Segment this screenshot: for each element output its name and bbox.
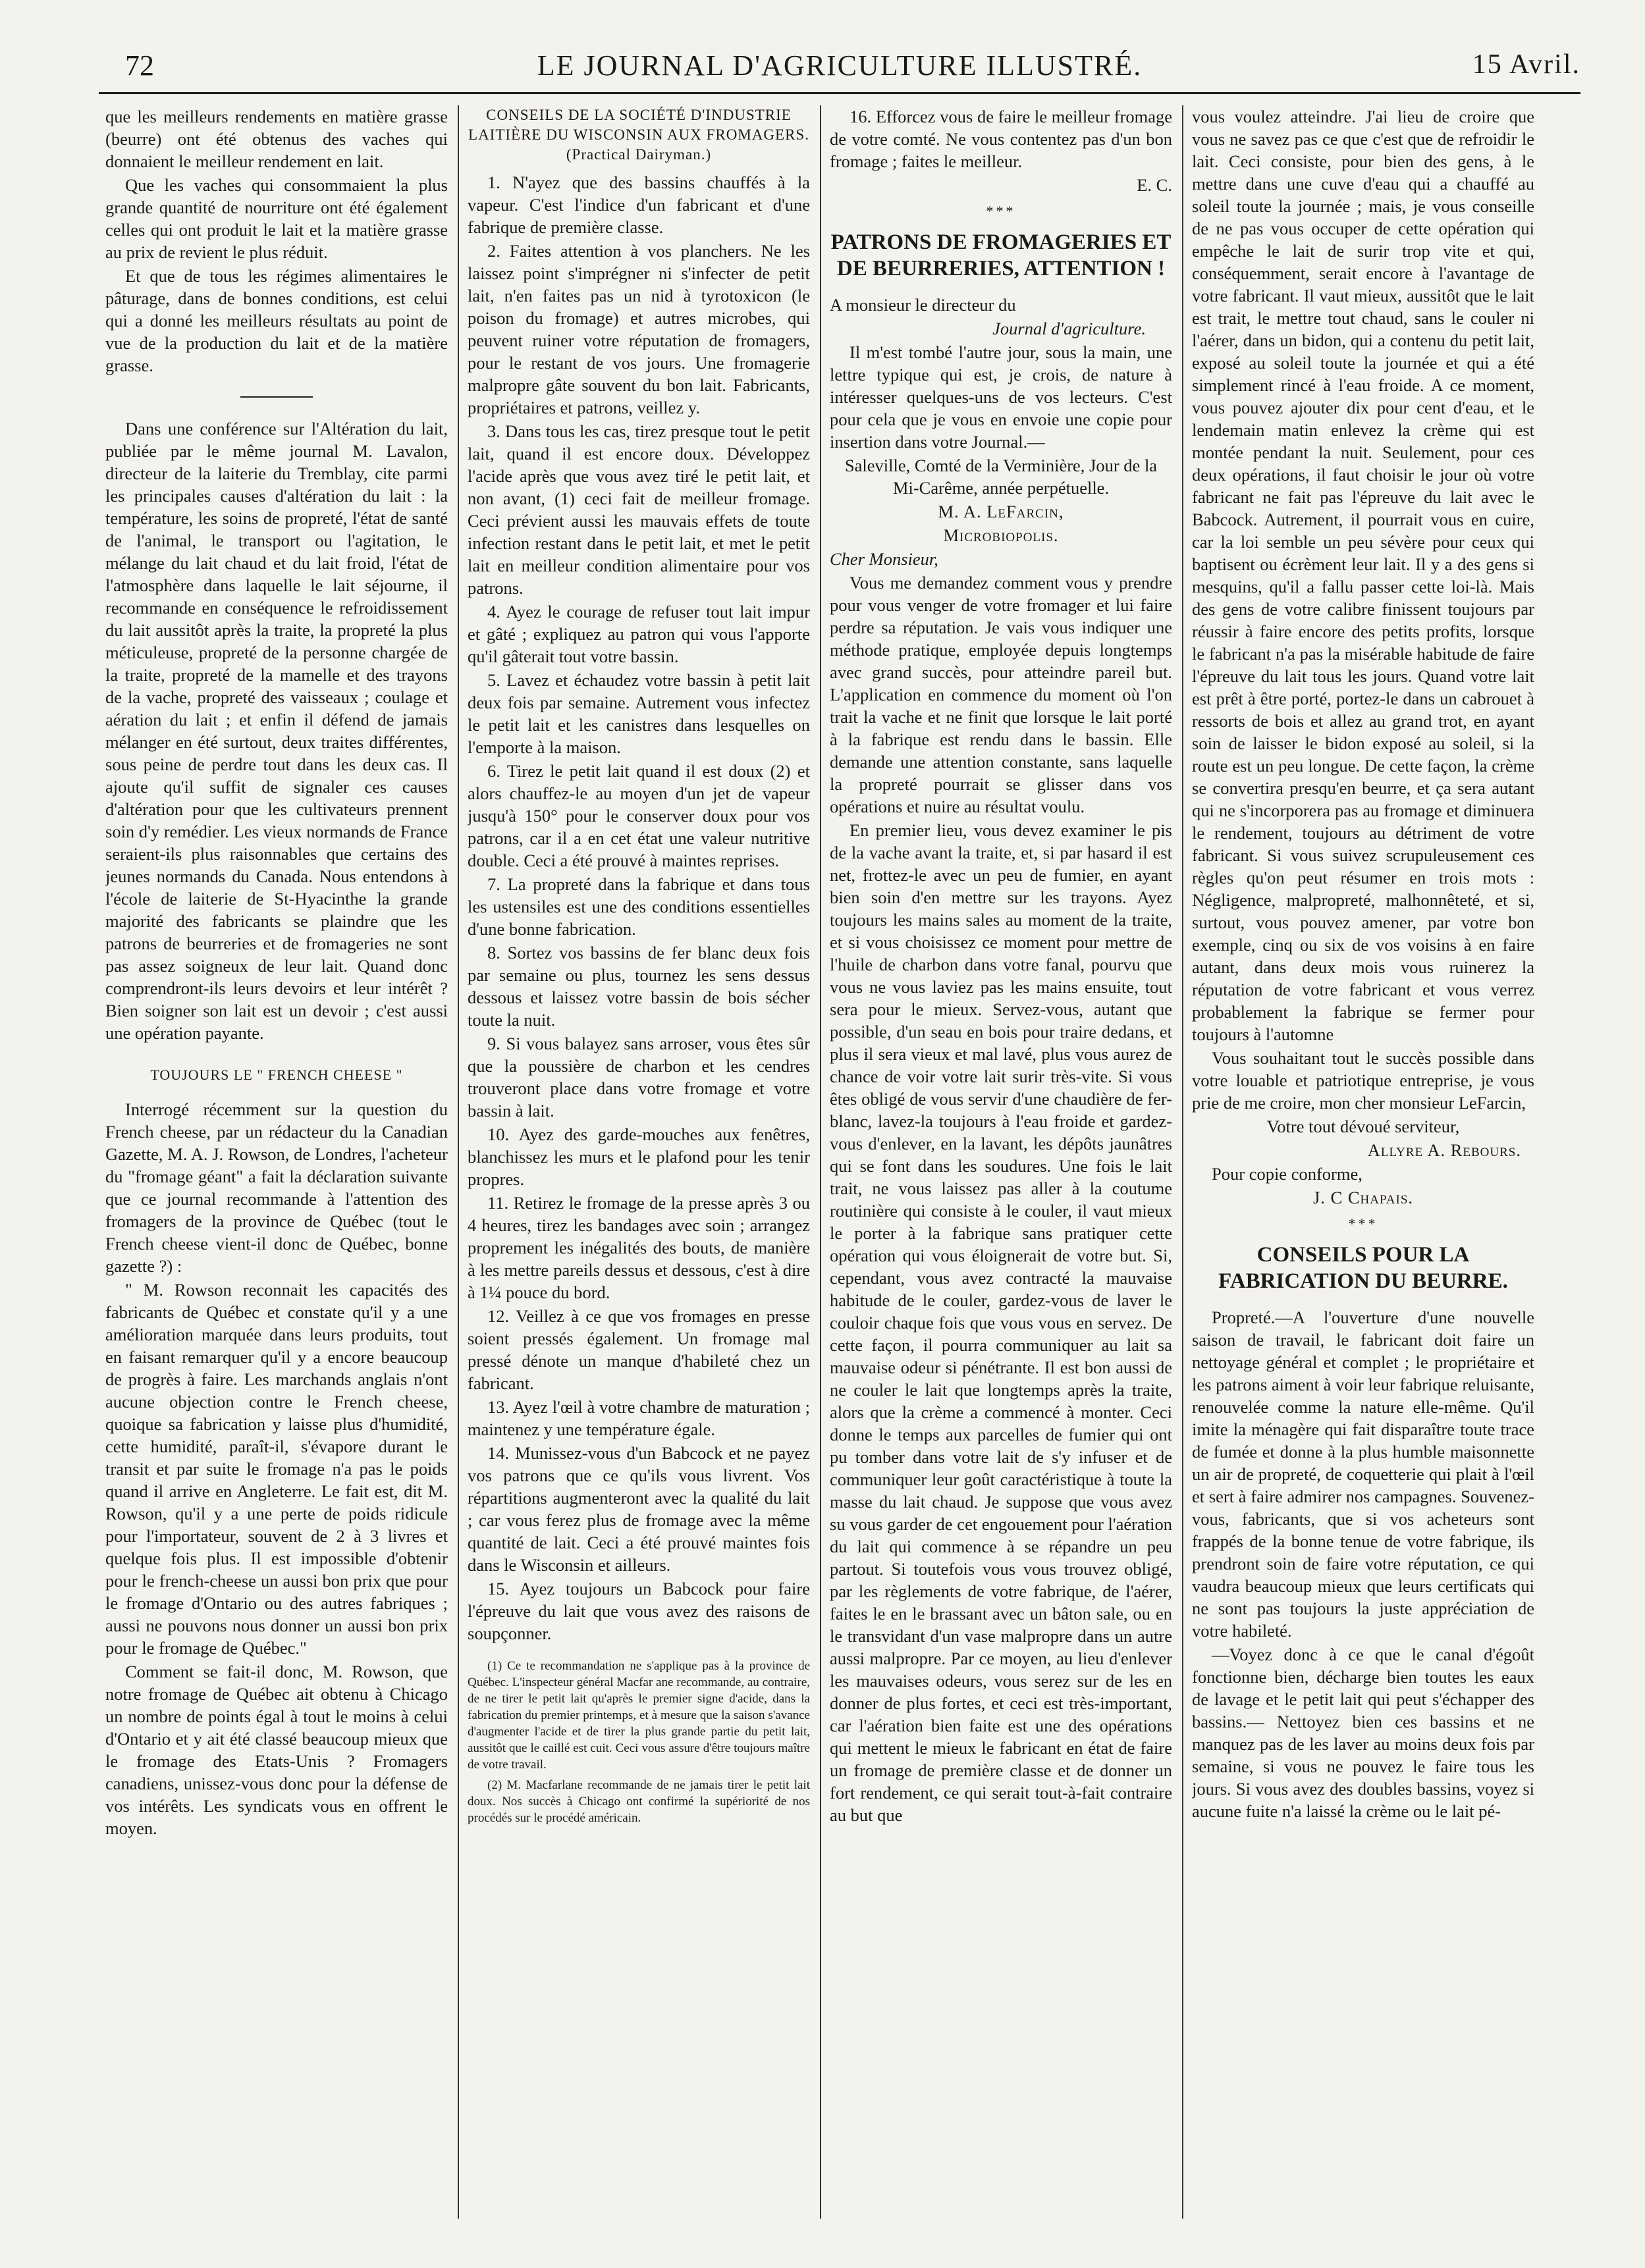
salutation: Cher Monsieur,: [830, 549, 938, 569]
list-item: 12. Veillez à ce que vos fromages en presse soient pressés également. Un fromage mal pressé dénote un manque d'habileté chez un fabricant.: [468, 1306, 810, 1393]
recipient-place: Microbiopolis.: [943, 525, 1059, 545]
list-item: 6. Tirez le petit lait quand il est doux (2) et alors chauffez-le au moyen d'un jet de vapeur jusqu'à 150° pour le conserver doux pour vos patrons, car il a en cet état une valeur nutritive double. Ceci a été prouvé à maintes reprises.: [468, 761, 810, 870]
paragraph: Comment se fait-il donc, M. Rowson, que notre fromage de Québec ait obtenu à Chicago un nombre de points égal à tout le moins à celui d'Ontario et y ait été classé beaucoup mieux que le fromage des Etats-Unis ? Fromagers canadiens, unissez-vous donc pour la défense de vos intérêts. Les syndicats vous en offrent le moyen.: [105, 1662, 448, 1838]
list-item: 4. Ayez le courage de refuser tout lait impur et gâté ; expliquez au patron qui vous l'apporte qu'il gâterait tout votre bassin.: [468, 602, 810, 666]
newspaper-page: [99, 46, 1580, 2232]
ornament-stars: ***: [1348, 1215, 1378, 1232]
page-number: 72: [125, 49, 154, 82]
list-item: 3. Dans tous les cas, tirez presque tout le petit lait, quand il est encore doux. Développez l'acide après que vous avez tiré le petit lait, et non avant, (1) ceci fait de meilleur fromage. Ceci prévient aussi les mauvais effets de toute infection restant dans le petit lait, et met le petit lait en meilleur condition alimentaire pour vos patrons.: [468, 421, 810, 598]
list-item: 13. Ayez l'œil à votre chambre de maturation ; maintenez y une température égale.: [468, 1397, 810, 1439]
list-item: 2. Faites attention à vos planchers. Ne les laissez point s'imprégner ni s'infecter de petit lait, n'en faites pas un nid à tyrotoxicon (le poison du fromage) et autres microbes, qui peuvent ruiner votre réputation de fromagers, pour le restant de vos jours. Une fromagerie malpropre gâte souvent du bon lait. Fabricants, propriétaires et patrons, veillez y.: [468, 241, 810, 417]
paragraph: Dans une conférence sur l'Altération du lait, publiée par le même journal M. Lavalon, directeur de la laiterie du Tremblay, cite parmi les principales causes d'altération du lait : la température, les soins de propreté, l'état de santé de l'animal, le transport ou l'agitation, le mélange du lait chaud et du lait froid, l'état de l'atmosphère dans laquelle le lait séjourne, il recommande en conséquence le refroidissement du lait aussitôt après la traite, la propreté la plus méticuleuse, propreté de la personne chargée de la traite, propreté de la mamelle et des trayons de la vache, propreté des vaisseaux ; coulage et aération du lait ; et enfin il défend de jamais mélanger en été surtout, deux traites différentes, sous peine de perdre tout dans les deux cas. Il ajoute qu'il suffit de signaler ces causes d'altération pour que les cultivateurs prennent soin d'y remédier. Les vieux normands de France seraient-ils plus raisonnables que certains des jeunes normands du Canada. Nous entendons à l'école de laiterie de St-Hyacinthe la grande majorité des fabricants se plaindre que les patrons de beurreries et de fromageries ne sont pas assez soigneux de leur lait. Quand donc comprendront-ils leurs devoirs et leur intérêt ? Bien soigner son lait est un devoir ; c'est aussi une opération payante.: [105, 419, 448, 1043]
paragraph: Vous me demandez comment vous y prendre pour vous venger de votre fromager et lui faire perdre sa réputation. Je vais vous indiquer une méthode pratique, employée depuis longtemps avec grand succès, pour atteindre pareil but. L'application en commence du moment où l'on trait la vache et ne finit que lorsque le lait porté à la fabrique est rendu dans le bassin. Elle demande une attention constante, sans laquelle la propreté pourrait se glisser dans vos opérations et nuire au résultat voulu.: [830, 573, 1172, 816]
paragraph: —Voyez donc à ce que le canal d'égoût fonctionne bien, décharge bien toutes les eaux de lavage et le petit lait qui peut s'échapper des bassins.— Nettoyez bien ces bassins et ne manquez pas de les laver au moins deux fois par semaine, si vous ne pouvez le faire tous les jours. Si vous avez des doubles bassins, voyez si aucune fuite n'a laissé la crème ou le lait pé-: [1192, 1645, 1534, 1821]
paragraph: Vous souhaitant tout le succès possible dans votre louable et patriotique entreprise, je vous prie de me croire, mon cher monsieur LeFarcin,: [1192, 1048, 1534, 1113]
column-rule: [458, 105, 459, 2219]
separator: [240, 396, 313, 398]
paragraph: vous voulez atteindre. J'ai lieu de croire que vous ne savez pas ce que c'est que de refroidir le lait. Ceci consiste, pour bien des gens, à le mettre dans une cuve d'eau qui a chauffé au soleil toute la journée ; mais, je vous conseille de ne pas vous occuper de cette opération qui empêche le lait de surir trop vite et qui, conséquemment, serait encore à l'avantage de votre fabricant. Il vaut mieux, aussitôt que le lait est trait, le mettre tout chaud, sans le couler ni l'aérer, dans un bidon, qui a contenu du petit lait, exposé au soleil toute la journée et qui a été simplement rincé à l'eau froide. A ce moment, vous pouvez ajouter dix pour cent d'eau, et le lendemain matin enlevez la crème qui est montée pendant la nuit. Seulement, pour ces deux opérations, il faut choisir le jour où votre fabricant ne fait pas l'épreuve du lait avec le Babcock. Autrement, il pourrait vous en cuire, car la loi semble un peu sévère pour ceux qui baptisent ou écrèment leur lait. Il y a des gens si mesquins, qu'il a fallu passer cette loi-là. Mais des gens de votre calibre finissent toujours par réussir à faire encore des petits profits, lorsque le fabricant n'a pas la misérable habitude de faire l'épreuve du lait tous les jours. Quand votre lait est prêt à être porté, portez-le dans un cabrouet à ressorts de bois et allez au grand trot, en ayant soin de laisser le bidon exposé au soleil, si la route est un peu longue. De cette façon, la crème se convertira presqu'en beurre, et ça sera autant qui ne s'incorporera pas au fromage et diminuera le rendement, toujours au détriment de votre fabricant. Si vous suivez scrupuleusement ces règles qu'on peut résumer en trois mots : Négligence, malpropreté, malhonnêteté, et si, surtout, vous pouvez amener, par votre bon exemple, cinq ou six de vos voisins à en faire autant, dans deux mois vous ruinerez la réputation de votre fabricant et vous verrez probablement la fabrique se fermer pour toujours à l'automne: [1192, 107, 1534, 1044]
journal-title: LE JOURNAL D'AGRICULTURE ILLUSTRÉ.: [537, 49, 1143, 82]
list-item: 16. Efforcez vous de faire le meilleur fromage de votre comté. Ne vous contentez pas d'un bon fromage ; faites le meilleur.: [830, 107, 1172, 171]
paragraph: En premier lieu, vous devez examiner le pis de la vache avant la traite, et, si par hasard il est net, frottez-le avec un peu de fumier, en ayant bien soin d'en mettre sur les trayons. Ayez toujours les mains sales au moment de la traite, et si vous choisissez ce moment pour mettre de l'huile de charbon dans votre fanal, pourvu que vous ne vous laviez pas les mains ensuite, tout sera pour le mieux. Servez-vous, autant que possible, d'un seau en bois pour traire dedans, et plus il sera vieux et mal lavé, plus vous aurez de chance de voir votre lait surir très-vite. Si vous êtes obligé de vous servir d'une chaudière de fer-blanc, lavez-la toujours à l'eau froide et gardez-vous d'enlever, en la lavant, les dépôts jaunâtres qui se font dans les soudures. Une fois le lait trait, ne vous laissez pas aller à la coutume routinière qui consiste à le couler, il vaut mieux le porter à la fabrique sans pratiquer cette opération qui vous éloignerait de votre but. Si, cependant, vous avez contracté la mauvaise habitude de le couler, gardez-vous de laver le couloir chaque fois que vous vous en servez. De cette façon, il pourra communiquer au lait sa mauvaise odeur si pénétrante. Il est bon aussi de ne couler le lait que longtemps après la traite, alors que la crème a commencé à monter. Ceci donne le temps aux parcelles de fumier qui ont pu tomber dans votre lait de s'y infuser et de communiquer leur goût caractéristique à toute la masse du lait chaud. Je suppose que vous avez su vous garder de cet engouement pour l'aération du lait qui commence à se répandre un peu partout. Si toutefois vous vous trouvez obligé, par les règlements de votre fabrique, de l'aérer, faites le en le brassant avec un bâton sale, ou en le transvidant d'un vase malpropre dans un autre aussi malpropre. Par ce moyen, au lieu d'enlever les mauvaises odeurs, vous serez sur de les en donner de plus fortes, et ceci est très-important, car l'aération bien faite est une des opérations qui mettent le mieux le fabricant en état de faire un fromage de première classe et de donner un fort rendement, ce qui serait tout-à-fait contraire au but que: [830, 820, 1172, 1825]
recipient-name: M. A. LeFarcin,: [938, 502, 1064, 521]
page-header: [99, 46, 1580, 94]
paragraph: Que les vaches qui consommaient la plus grande quantité de nourriture ont été également celles qui ont produit le lait et la matière grasse au prix de revient le plus réduit.: [105, 175, 448, 262]
paragraph: Interrogé récemment sur la question du French cheese, par un rédacteur du la Canadian Gazette, M. A. J. Rowson, de Londres, l'acheteur du "fromage géant" a fait la déclaration suivante que ce journal recommande à l'attention des fromagers de la province de Québec (tout le French cheese vient-il donc de Québec, bonne gazette ?) :: [105, 1099, 448, 1276]
paragraph: " M. Rowson reconnait les capacités des fabricants de Québec et constate qu'il y a une amélioration marquée dans leurs produits, tout en faisant remarquer qu'il y a encore beaucoup de progrès à faire. Les marchands anglais n'ont aucune objection contre le French cheese, quoique sa fabrication y laisse plus d'humidité, cette humidité, paraît-il, s'évapore durant le transit et par suite le fromage n'a pas le poids quand il arrive en Angleterre. Le fait est, dit M. Rowson, qu'il y a une perte de poids ridicule pour l'importateur, souvent de 2 à 3 livres et quelque fois plus. Il est impossible d'obtenir pour le french-cheese un aussi bon prix que pour le fromage d'Ontario ou des autres fabriques ; aussi ne pouvons nous donner un aussi bon prix pour le fromage de Québec.": [105, 1280, 448, 1658]
column-4: [1192, 105, 1534, 2219]
list-item: 5. Lavez et échaudez votre bassin à petit lait deux fois par semaine. Autrement vous infectez le petit lait et les canistres dans lesquelles on l'emporte à la maison.: [468, 670, 810, 757]
list-item: 8. Sortez vos bassins de fer blanc deux fois par semaine ou plus, tournez les sens dessus dessous et laissez votre bassin de bois sécher toute la nuit.: [468, 943, 810, 1030]
signature: Allyre A. Rebours.: [1367, 1140, 1521, 1160]
footnote: (1) Ce te recommandation ne s'applique pas à la province de Québec. L'inspecteur général Macfar ane recommande, au contraire, de ne tirer le petit lait qu'après le premier signe d'acide, dans la fabrication du premier printemps, et à mesure que la saison s'avance d'augmenter l'acide et de tirer la plus grande partie du petit lait, aussitôt que le caillé est cuit. Ceci vous assure d'être toujours maître de votre travail.: [468, 1659, 810, 1772]
ornament-stars: ***: [986, 203, 1016, 219]
list-item: 15. Ayez toujours un Babcock pour faire l'épreuve du lait que vous avez des raisons de soupçonner.: [468, 1579, 810, 1643]
paragraph: que les meilleurs rendements en matière grasse (beurre) ont été obtenus des vaches qui donnaient le meilleur rendement en lait.: [105, 107, 448, 171]
list-item: 11. Retirez le fromage de la presse après 3 ou 4 heures, tirez les bandages avec soin ; arrangez proprement les inégalités des bouts, de manière à les mettre pareils dessus et dessous, c'est à dire à 1¼ pouce du bord.: [468, 1193, 810, 1302]
address-line: Journal d'agriculture.: [992, 319, 1146, 338]
address-line: A monsieur le directeur du: [830, 295, 1016, 315]
signature: E. C.: [1137, 175, 1172, 195]
paragraph: Et que de tous les régimes alimentaires le pâturage, dans de bonnes conditions, est celui qui a donné les meilleurs résultats au point de vue de la production du lait et de la matière grasse.: [105, 266, 448, 375]
column-rule: [820, 105, 821, 2219]
section-heading: CONSEILS DE LA SOCIÉTÉ D'INDUSTRIE LAITIÈRE DU WISCONSIN AUX FROMAGERS. (Practical Dairyman.): [468, 107, 809, 163]
column-rule: [1182, 105, 1183, 2219]
list-item: 10. Ayez des garde-mouches aux fenêtres, blanchissez les murs et le plafond pour les tenir propres.: [468, 1124, 810, 1189]
column-3: [830, 105, 1172, 2219]
section-heading: CONSEILS POUR LA FABRICATION DU BEURRE.: [1218, 1243, 1508, 1293]
column-1: [105, 105, 448, 2219]
paragraph: Il m'est tombé l'autre jour, sous la main, une lettre typique qui est, je crois, de nature à intéresser quelques-uns de vos lecteurs. C'est pour cela que je vous en envoie une copie pour insertion dans votre Journal.—: [830, 342, 1172, 452]
footnote: (2) M. Macfarlane recommande de ne jamais tirer le petit lait doux. Nos succès à Chicago ont confirmé la supériorité de nos procédés sur le procédé américain.: [468, 1778, 810, 1825]
paragraph: Propreté.—A l'ouverture d'une nouvelle saison de travail, le fabricant doit faire un nettoyage général et complet ; le propriétaire et les patrons aiment à voir leur fabrique reluisante, renouvelée comme la nature elle-même. Qu'il imite la ménagère qui fait disparaître toute trace de fumée et donne à la plus humble maisonnette un air de propreté, de coquetterie qui plait à l'œil et sert à faire admirer nos campagnes. Souvenez-vous, fabricants, que si vos acheteurs sont frappés de la bonne tenue de votre fabrique, ils prendront soin de faire votre réputation, ce qui vaudra beaucoup mieux que leurs certificats qui ne sont pas toujours la juste appréciation de votre habileté.: [1192, 1307, 1534, 1641]
list-item: 1. N'ayez que des bassins chauffés à la vapeur. C'est l'indice d'un fabricant et d'une fabrique de première classe.: [468, 172, 810, 237]
closing: Votre tout dévoué serviteur,: [1266, 1117, 1460, 1136]
list-item: 14. Munissez-vous d'un Babcock et ne payez vos patrons que ce qu'ils vous livrent. Vos répartitions augmenteront avec la qualité du lait ; car vous ferez plus de fromage avec la même quantité de lait. Ceci a été prouvé maintes fois dans le Wisconsin et ailleurs.: [468, 1443, 810, 1575]
copy-note: Pour copie conforme,: [1212, 1164, 1362, 1184]
list-item: 9. Si vous balayez sans arroser, vous êtes sûr que la poussière de charbon et les cendres trouveront place dans votre fromage et votre bassin à lait.: [468, 1034, 810, 1121]
dateline: Saleville, Comté de la Verminière, Jour de la Mi-Carême, année perpétuelle.: [844, 456, 1158, 498]
signature: J. C Chapais.: [1312, 1188, 1414, 1207]
issue-date: 15 Avril.: [1472, 49, 1580, 80]
list-item: 7. La propreté dans la fabrique et dans tous les ustensiles est une des conditions essentielles d'une bonne fabrication.: [468, 874, 810, 939]
column-2: [468, 105, 810, 2219]
section-heading: PATRONS DE FROMAGERIES ET DE BEURRERIES, ATTENTION !: [830, 230, 1172, 280]
section-heading: TOUJOURS LE " FRENCH CHEESE ": [150, 1067, 403, 1083]
